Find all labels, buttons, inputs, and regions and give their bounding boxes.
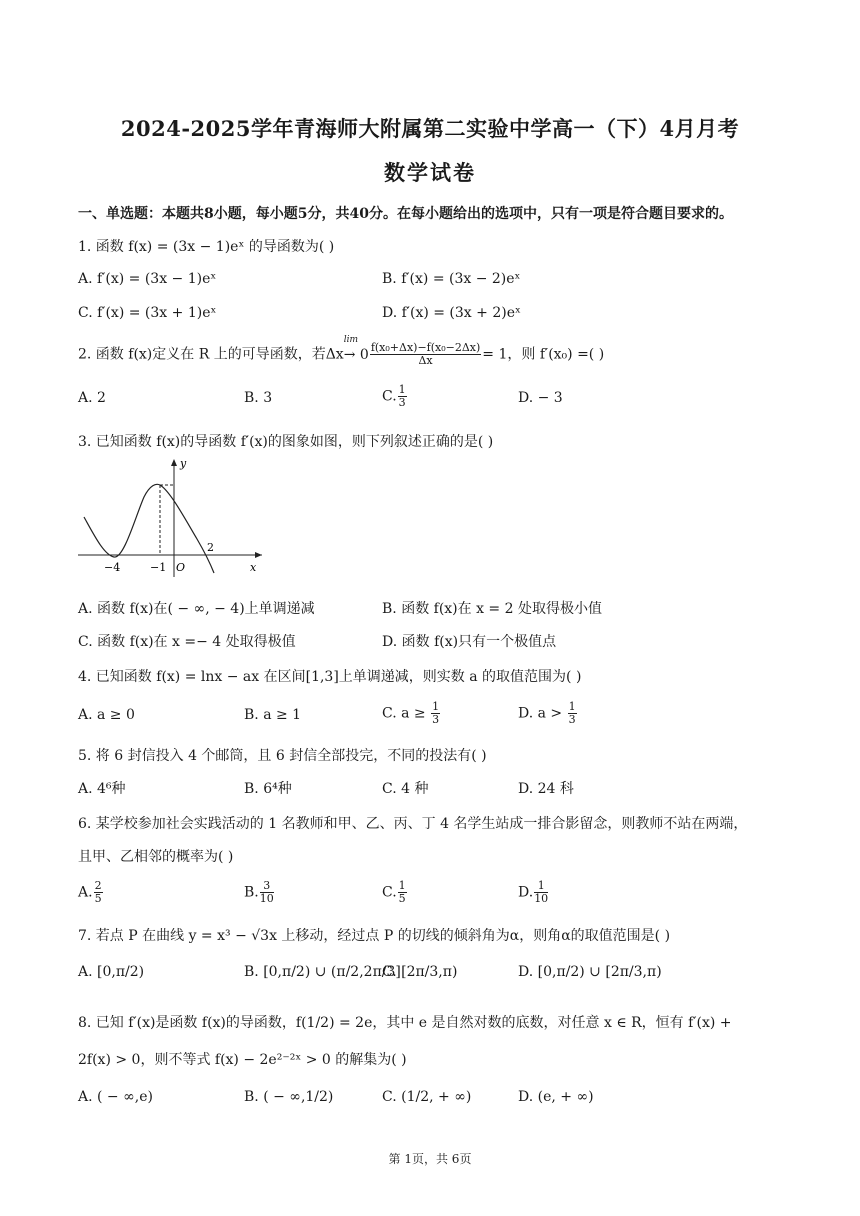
question-1-stem: 1. 函数 f(x) = (3x − 1)eˣ 的导函数为( ) — [78, 239, 335, 255]
question-6-stem-line1: 6. 某学校参加社会实践活动的 1 名教师和甲、乙、丙、丁 4 名学生站成一排合影留念，则教师不站在两端， — [78, 816, 748, 832]
question-5-stem: 5. 将 6 封信投入 4 个邮筒，且 6 封信全部投完，不同的投法有( ) — [78, 748, 487, 764]
q6-d-num: 1 — [534, 880, 548, 893]
q2-option-b: B. 3 — [244, 390, 273, 406]
q6-a-num: 2 — [94, 879, 102, 892]
q2-fraction-num: f(x₀+Δx)−f(x₀−2Δx) — [370, 341, 481, 354]
q2-option-c-frac — [398, 384, 407, 409]
q2-stem-part-c: = 1，则 f′(x₀) =( ) — [482, 346, 605, 363]
q6-d-den: 10 — [534, 892, 549, 905]
y-axis-arrow-icon — [171, 459, 177, 466]
q2-option-c — [382, 384, 408, 409]
question-2-stem — [78, 334, 605, 367]
q1-option-a: A. f′(x) = (3x − 1)eˣ — [78, 271, 217, 287]
q6-c-num: 1 — [398, 879, 406, 892]
page-footer: 第 1页，共 6页 — [388, 1152, 472, 1166]
q1-option-b: B. f′(x) = (3x − 2)eˣ — [382, 271, 521, 287]
x-axis-label: x — [250, 561, 257, 574]
q4-option-d-label: D. a > — [518, 705, 563, 722]
q6-option-d-frac — [534, 880, 548, 905]
q4-option-c — [382, 701, 441, 726]
q6-a-den: 5 — [94, 892, 102, 905]
q4-option-c-den: 3 — [432, 713, 440, 726]
question-7-stem: 7. 若点 P 在曲线 y = x³ − √3x 上移动，经过点 P 的切线的倾斜角为α，则角α的取值范围是( ) — [78, 928, 671, 944]
q6-option-d — [518, 880, 549, 905]
q6-option-b-frac — [260, 880, 274, 905]
q6-option-a-label: A. — [78, 884, 93, 901]
q3-option-a: A. 函数 f(x)在( − ∞, − 4)上单调递减 — [78, 601, 315, 617]
q6-option-d-label: D. — [518, 884, 534, 901]
q1-option-d: D. f′(x) = (3x + 2)eˣ — [382, 305, 521, 321]
question-3-stem: 3. 已知函数 f(x)的导函数 f′(x)的图象如图，则下列叙述正确的是( ) — [78, 434, 494, 450]
x-axis-arrow-icon — [255, 552, 262, 558]
q7-option-a: A. [0,π/2) — [78, 964, 145, 980]
page-subtitle: 数学试卷 — [384, 160, 476, 185]
q6-option-a — [78, 880, 104, 905]
q7-option-c: C. [2π/3,π) — [382, 964, 458, 980]
q4-option-a: A. a ≥ 0 — [78, 707, 135, 723]
tick-label-neg4: −4 — [104, 561, 121, 574]
q2-fraction-den: Δx — [418, 354, 433, 367]
q3-option-d: D. 函数 f(x)只有一个极值点 — [382, 634, 557, 650]
q6-option-b — [244, 880, 275, 905]
q6-option-c-frac — [398, 880, 407, 905]
q3-option-c: C. 函数 f(x)在 x =− 4 处取得极值 — [78, 634, 296, 650]
q6-b-num: 3 — [260, 880, 274, 893]
q7-option-b: B. [0,π/2) ∪ (π/2,2π/3] — [244, 964, 401, 980]
origin-label: O — [176, 561, 186, 574]
question-8-stem-line2: 2f(x) > 0，则不等式 f(x) − 2e²⁻²ˣ > 0 的解集为( ) — [78, 1052, 407, 1068]
q2-option-c-num: 1 — [398, 383, 406, 396]
y-axis-label: y — [180, 457, 187, 470]
q7-option-d: D. [0,π/2) ∪ [2π/3,π) — [518, 964, 662, 980]
question-6-stem-line2: 且甲、乙相邻的概率为( ) — [78, 849, 234, 865]
q2-lim-label: lim — [343, 334, 359, 345]
q6-option-c — [382, 880, 408, 905]
q4-option-d-den: 3 — [568, 713, 576, 726]
q2-stem-part-b: → 0 — [343, 346, 369, 363]
q2-option-c-den: 3 — [398, 396, 406, 409]
q6-option-a-frac — [94, 880, 103, 905]
q4-option-d — [518, 701, 578, 726]
q5-option-b: B. 6⁴种 — [244, 781, 292, 797]
q4-option-c-label: C. a ≥ — [382, 705, 426, 722]
q2-limit — [343, 334, 369, 363]
q4-option-c-num: 1 — [432, 700, 440, 713]
tick-label-neg1: −1 — [150, 561, 167, 574]
tick-label-2: 2 — [207, 541, 214, 554]
q3-option-b: B. 函数 f(x)在 x = 2 处取得极小值 — [382, 601, 602, 617]
q6-b-den: 10 — [259, 892, 274, 905]
q2-option-a: A. 2 — [78, 390, 106, 406]
q4-option-d-frac — [568, 701, 577, 726]
q2-fraction — [370, 342, 481, 367]
q8-option-c: C. (1/2, + ∞) — [382, 1089, 472, 1105]
section-heading: 一、单选题：本题共8小题，每小题5分，共40分。在每小题给出的选项中，只有一项是符合题目要求的。 — [78, 206, 733, 222]
q4-option-c-frac — [431, 701, 440, 726]
question-4-stem: 4. 已知函数 f(x) = lnx − ax 在区间[1,3]上单调递减，则实数 a 的取值范围为( ) — [78, 669, 582, 685]
derivative-graph — [72, 455, 267, 580]
q8-option-d: D. (e, + ∞) — [518, 1089, 594, 1105]
q5-option-c: C. 4 种 — [382, 781, 429, 797]
q5-option-d: D. 24 科 — [518, 781, 574, 797]
q8-option-b: B. ( − ∞,1/2) — [244, 1089, 334, 1105]
q1-option-c: C. f′(x) = (3x + 1)eˣ — [78, 305, 217, 321]
q5-option-a: A. 4⁶种 — [78, 781, 126, 797]
q6-option-b-label: B. — [244, 884, 259, 901]
q2-stem-part-a: 2. 函数 f(x)定义在 R 上的可导函数，若Δx — [78, 346, 344, 363]
q2-option-d: D. − 3 — [518, 390, 563, 406]
q4-option-d-num: 1 — [568, 700, 576, 713]
derivative-curve — [84, 484, 214, 573]
q8-option-a: A. ( − ∞,e) — [78, 1089, 153, 1105]
page-title: 2024-2025学年青海师大附属第二实验中学高一（下）4月月考 — [120, 116, 740, 141]
q6-c-den: 5 — [398, 892, 406, 905]
q2-option-c-label: C. — [382, 388, 397, 405]
q4-option-b: B. a ≥ 1 — [244, 707, 302, 723]
question-8-stem-line1: 8. 已知 f′(x)是函数 f(x)的导函数，f(1/2) = 2e，其中 e 是自然对数的底数，对任意 x ∈ R，恒有 f′(x) + — [78, 1015, 732, 1031]
q6-option-c-label: C. — [382, 884, 397, 901]
